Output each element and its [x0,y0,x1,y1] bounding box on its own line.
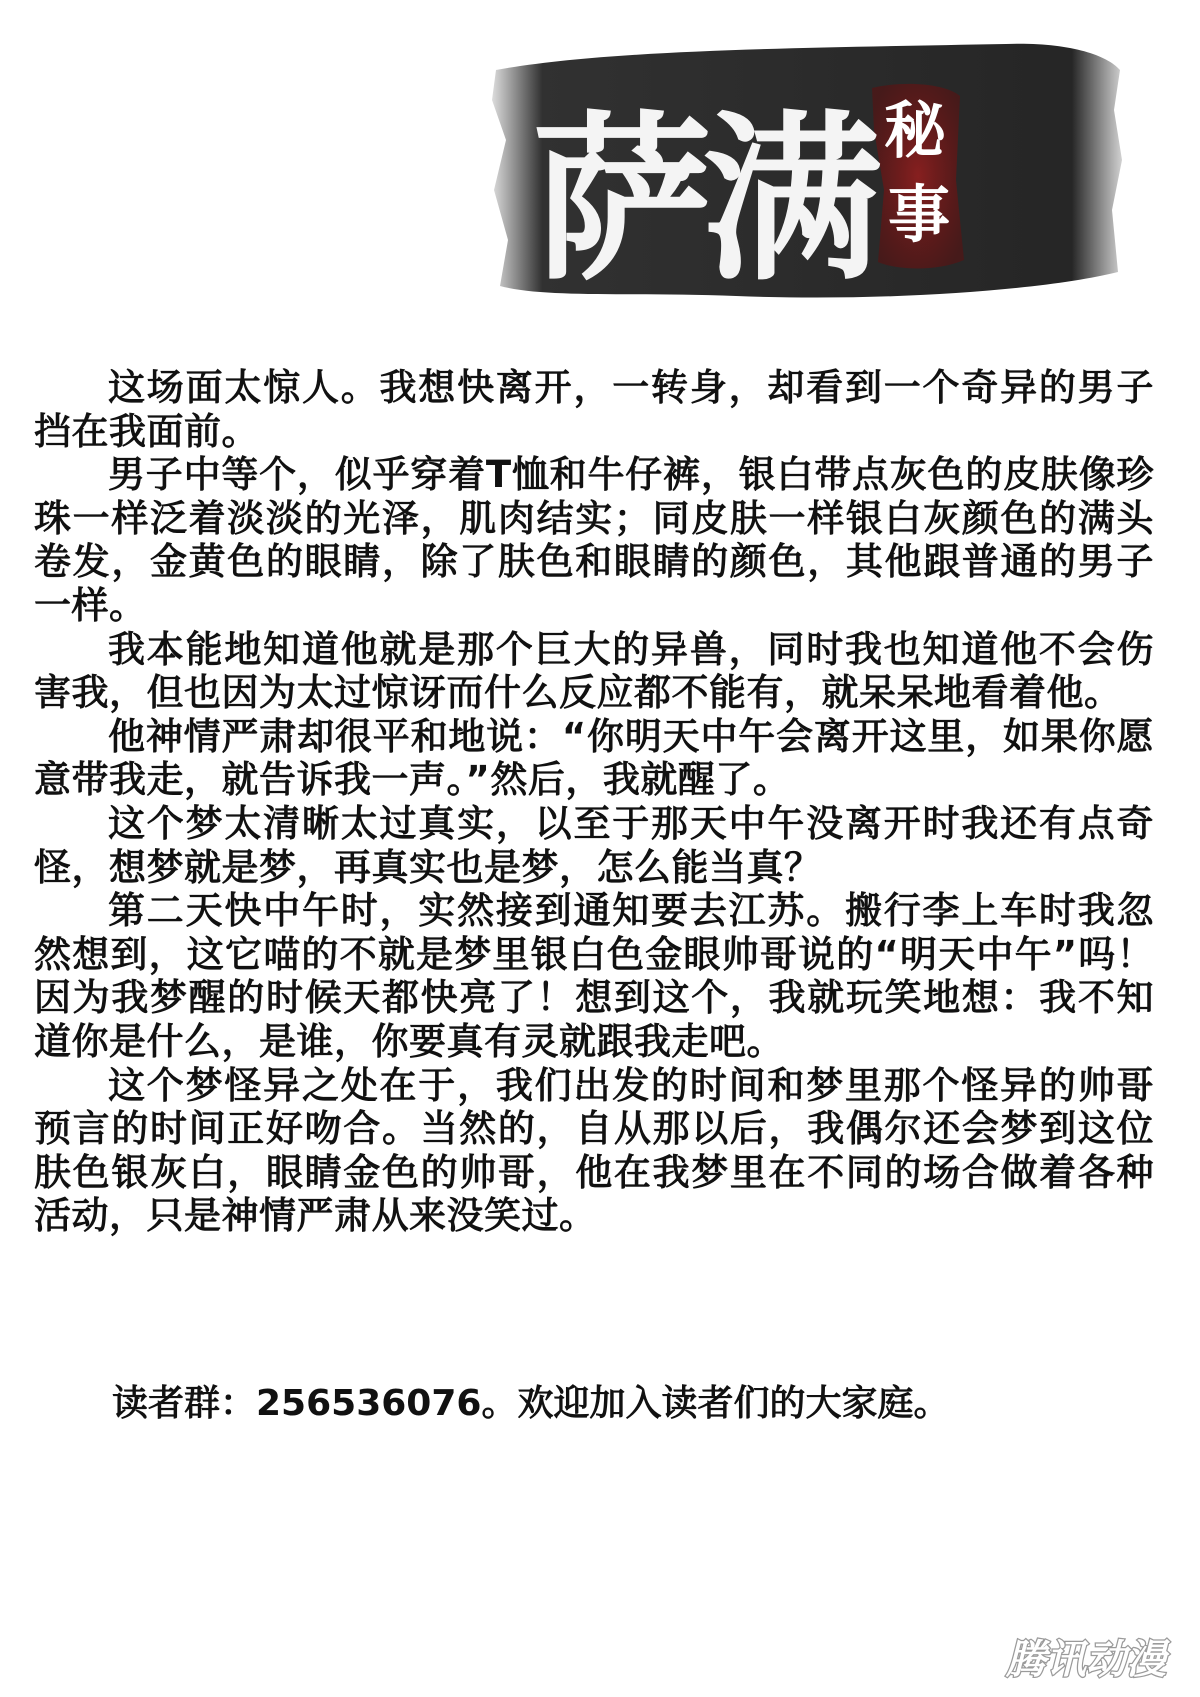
tencent-comic-watermark [998,1629,1188,1685]
paragraph: 这个梦怪异之处在于，我们出发的时间和梦里那个怪异的帅哥预言的时间正好吻合。当然的，自从那以后，我偶尔还会梦到这位肤色银灰白，眼睛金色的帅哥，他在我梦里在不同的场合做着各种活动，只是神情严肃从来没笑过。 [34,1063,1154,1238]
paragraph: 第二天快中午时，实然接到通知要去江苏。搬行李上车时我忽然想到，这它喵的不就是梦里银白色金眼帅哥说的“明天中午”吗！因为我梦醒的时候天都快亮了！想到这个，我就玩笑地想：我不知道你是什么，是谁，你要真有灵就跟我走吧。 [34,889,1154,1063]
paragraph: 他神情严肃却很平和地说：“你明天中午会离开这里，如果你愿意带我走，就告诉我一声。”然后，我就醒了。 [34,714,1154,802]
paragraph: 这场面太惊人。我想快离开，一转身，却看到一个奇异的男子挡在我面前。 [34,366,1154,453]
logo-side-text-2: 事 [888,178,951,251]
paragraph: 男子中等个，似乎穿着T恤和牛仔裤，银白带点灰色的皮肤像珍珠一样泛着淡淡的光泽，肌肉结实；同皮肤一样银白灰颜色的满头卷发，金黄色的眼睛，除了肤色和眼睛的颜色，其他跟普通的男子一样。 [34,453,1154,627]
watermark-text: 腾讯动漫 [1006,1637,1166,1683]
title-logo [486,40,1126,316]
logo-side-text-1: 秘 [884,94,947,167]
logo-main-text: 萨满 [532,94,873,305]
watermark-logo [998,1629,1188,1685]
ink-brush-logo [486,40,1126,316]
story-body [34,366,1154,1238]
paragraph: 我本能地知道他就是那个巨大的异兽，同时我也知道他不会伤害我，但也因为太过惊讶而什么反应都不能有，就呆呆地看着他。 [34,627,1154,715]
paragraph: 这个梦太清晰太过真实，以至于那天中午没离开时我还有点奇怪，想梦就是梦，再真实也是梦，怎么能当真？ [34,801,1154,889]
reader-group-note: 读者群：256536076。欢迎加入读者们的大家庭。 [112,1383,950,1424]
